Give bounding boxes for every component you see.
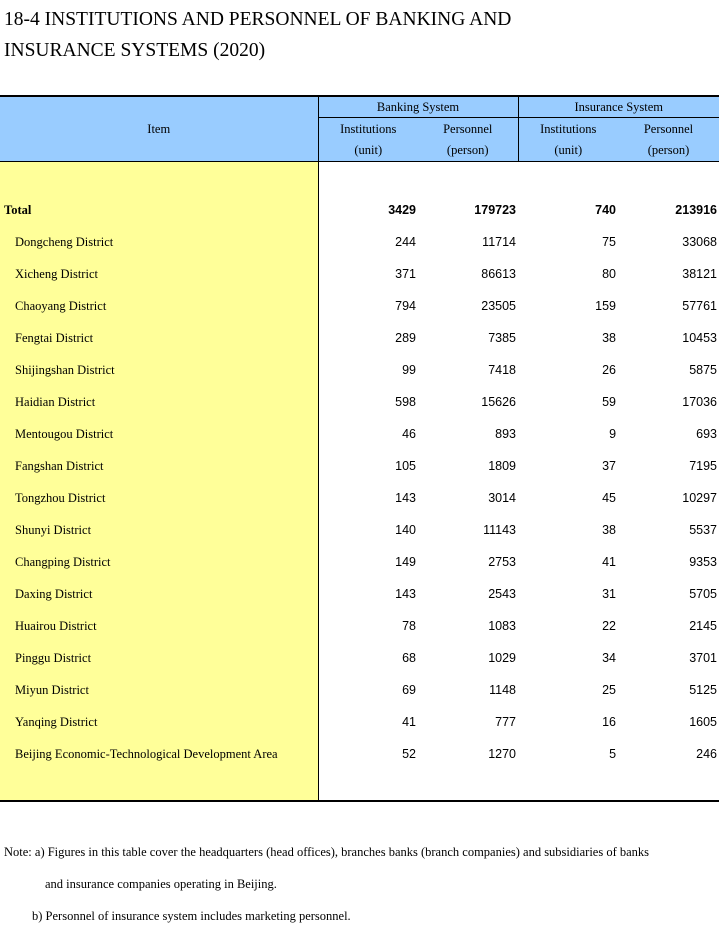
row-label: Mentougou District xyxy=(0,418,318,450)
table-row xyxy=(0,482,719,514)
row-label: Shunyi District xyxy=(0,514,318,546)
cell-ins-institutions: 38 xyxy=(602,523,617,537)
table-row xyxy=(0,322,719,354)
header-banking-system: Banking System xyxy=(318,96,518,118)
row-label: Fengtai District xyxy=(0,322,318,354)
cell-bank-personnel: 15626 xyxy=(481,395,517,409)
cell-ins-personnel: 246 xyxy=(696,747,718,761)
cell-bank-institutions: 52 xyxy=(402,747,416,761)
table-row xyxy=(0,706,719,738)
table-row xyxy=(0,514,719,546)
table-row-total xyxy=(0,194,719,226)
cell-ins-personnel: 17036 xyxy=(682,395,718,409)
cell-bank-personnel: 893 xyxy=(495,427,517,441)
cell-ins-personnel: 10453 xyxy=(682,331,718,345)
cell-ins-institutions: 9 xyxy=(609,427,617,441)
table-row xyxy=(0,578,719,610)
cell-bank-personnel: 179723 xyxy=(474,203,517,217)
cell-bank-personnel: 1083 xyxy=(488,619,517,633)
header-ins-personnel: Personnel (person) xyxy=(618,118,719,162)
table-row xyxy=(0,738,719,770)
row-label: Miyun District xyxy=(0,674,318,706)
cell-ins-personnel: 7195 xyxy=(689,459,718,473)
row-label: Xicheng District xyxy=(0,258,318,290)
cell-bank-personnel: 7385 xyxy=(488,331,517,345)
row-label: Dongcheng District xyxy=(0,226,318,258)
header-item: Item xyxy=(0,96,318,162)
row-label: Daxing District xyxy=(0,578,318,610)
cell-bank-institutions: 140 xyxy=(395,523,416,537)
table-row xyxy=(0,354,719,386)
cell-bank-institutions: 143 xyxy=(395,587,416,601)
table-row xyxy=(0,258,719,290)
cell-ins-institutions: 22 xyxy=(602,619,617,633)
note-line-1: Note: a) Figures in this table cover the headquarters (head offices), branches banks (branch companies) and subsidiaries of banks xyxy=(4,845,650,859)
cell-ins-institutions: 59 xyxy=(602,395,617,409)
cell-bank-personnel: 7418 xyxy=(488,363,517,377)
cell-bank-personnel: 1029 xyxy=(488,651,517,665)
cell-bank-personnel: 86613 xyxy=(481,267,517,281)
cell-bank-personnel: 11714 xyxy=(482,235,517,249)
cell-ins-institutions: 38 xyxy=(602,331,617,345)
header-ins-institutions: Institutions (unit) xyxy=(518,118,618,162)
cell-ins-institutions: 159 xyxy=(595,299,617,313)
cell-bank-institutions: 68 xyxy=(402,651,416,665)
cell-bank-institutions: 244 xyxy=(395,235,416,249)
row-label: Changping District xyxy=(0,546,318,578)
row-label: Total xyxy=(0,194,318,226)
cell-bank-institutions: 99 xyxy=(402,363,416,377)
cell-ins-personnel: 10297 xyxy=(682,491,718,505)
cell-bank-institutions: 46 xyxy=(402,427,416,441)
cell-ins-institutions: 16 xyxy=(602,715,617,729)
row-label: Tongzhou District xyxy=(0,482,318,514)
title-line-1: 18-4 INSTITUTIONS AND PERSONNEL OF BANKING AND xyxy=(4,9,512,30)
cell-bank-institutions: 41 xyxy=(402,715,416,729)
table-header xyxy=(0,96,719,162)
cell-bank-personnel: 11143 xyxy=(483,523,517,537)
table-body xyxy=(0,162,719,802)
cell-bank-personnel: 1809 xyxy=(488,459,517,473)
row-label: Beijing Economic-Technological Development Area xyxy=(0,738,318,770)
cell-ins-personnel: 5705 xyxy=(689,587,718,601)
cell-bank-personnel: 2753 xyxy=(488,555,517,569)
cell-ins-personnel: 9353 xyxy=(689,555,718,569)
cell-ins-personnel: 5875 xyxy=(689,363,718,377)
cell-bank-personnel: 777 xyxy=(495,715,517,729)
table-row xyxy=(0,642,719,674)
header-bank-institutions: Institutions (unit) xyxy=(318,118,418,162)
cell-bank-personnel: 3014 xyxy=(488,491,517,505)
cell-bank-personnel: 2543 xyxy=(488,587,517,601)
table-row xyxy=(0,226,719,258)
cell-ins-personnel: 5125 xyxy=(689,683,718,697)
cell-ins-personnel: 3701 xyxy=(689,651,718,665)
cell-ins-personnel: 2145 xyxy=(689,619,718,633)
cell-bank-personnel: 1270 xyxy=(488,747,517,761)
title-line-2: INSURANCE SYSTEMS (2020) xyxy=(4,40,266,61)
cell-bank-institutions: 149 xyxy=(395,555,416,569)
row-label: Huairou District xyxy=(0,610,318,642)
cell-ins-personnel: 33068 xyxy=(682,235,718,249)
cell-ins-institutions: 25 xyxy=(602,683,617,697)
cell-bank-institutions: 78 xyxy=(402,619,416,633)
header-insurance-system: Insurance System xyxy=(518,96,719,118)
header-bank-personnel: Personnel (person) xyxy=(418,118,518,162)
note-line-2: and insurance companies operating in Beijing. xyxy=(45,877,277,891)
cell-bank-personnel: 23505 xyxy=(481,299,517,313)
cell-ins-institutions: 80 xyxy=(602,267,617,281)
cell-ins-personnel: 57761 xyxy=(682,299,718,313)
table-row xyxy=(0,546,719,578)
cell-ins-institutions: 41 xyxy=(602,555,617,569)
row-label: Yanqing District xyxy=(0,706,318,738)
cell-ins-institutions: 740 xyxy=(595,203,617,217)
cell-ins-institutions: 75 xyxy=(602,235,617,249)
cell-ins-personnel: 693 xyxy=(696,427,718,441)
cell-ins-institutions: 37 xyxy=(602,459,617,473)
page-title xyxy=(4,4,511,66)
row-label: Shijingshan District xyxy=(0,354,318,386)
table-row xyxy=(0,418,719,450)
cell-bank-institutions: 143 xyxy=(395,491,416,505)
table-row xyxy=(0,610,719,642)
table-row xyxy=(0,674,719,706)
row-label: Chaoyang District xyxy=(0,290,318,322)
table-row xyxy=(0,450,719,482)
cell-bank-institutions: 598 xyxy=(395,395,416,409)
cell-ins-personnel: 38121 xyxy=(682,267,718,281)
cell-ins-personnel: 1605 xyxy=(689,715,718,729)
cell-ins-institutions: 31 xyxy=(602,587,617,601)
cell-bank-institutions: 3429 xyxy=(388,203,416,217)
cell-bank-personnel: 1148 xyxy=(489,683,517,697)
row-label: Fangshan District xyxy=(0,450,318,482)
row-label: Haidian District xyxy=(0,386,318,418)
cell-ins-personnel: 5537 xyxy=(689,523,718,537)
cell-ins-institutions: 34 xyxy=(602,651,617,665)
cell-ins-institutions: 26 xyxy=(602,363,617,377)
notes xyxy=(4,836,649,932)
data-table xyxy=(0,95,719,802)
note-line-3: b) Personnel of insurance system includes marketing personnel. xyxy=(32,909,351,923)
cell-ins-institutions: 45 xyxy=(602,491,617,505)
cell-bank-institutions: 371 xyxy=(395,267,416,281)
table-row xyxy=(0,290,719,322)
cell-bank-institutions: 69 xyxy=(402,683,416,697)
cell-ins-institutions: 5 xyxy=(609,747,617,761)
table-row xyxy=(0,386,719,418)
cell-ins-personnel: 213916 xyxy=(675,203,718,217)
cell-bank-institutions: 105 xyxy=(395,459,416,473)
row-label: Pinggu District xyxy=(0,642,318,674)
cell-bank-institutions: 289 xyxy=(395,331,416,345)
cell-bank-institutions: 794 xyxy=(395,299,416,313)
